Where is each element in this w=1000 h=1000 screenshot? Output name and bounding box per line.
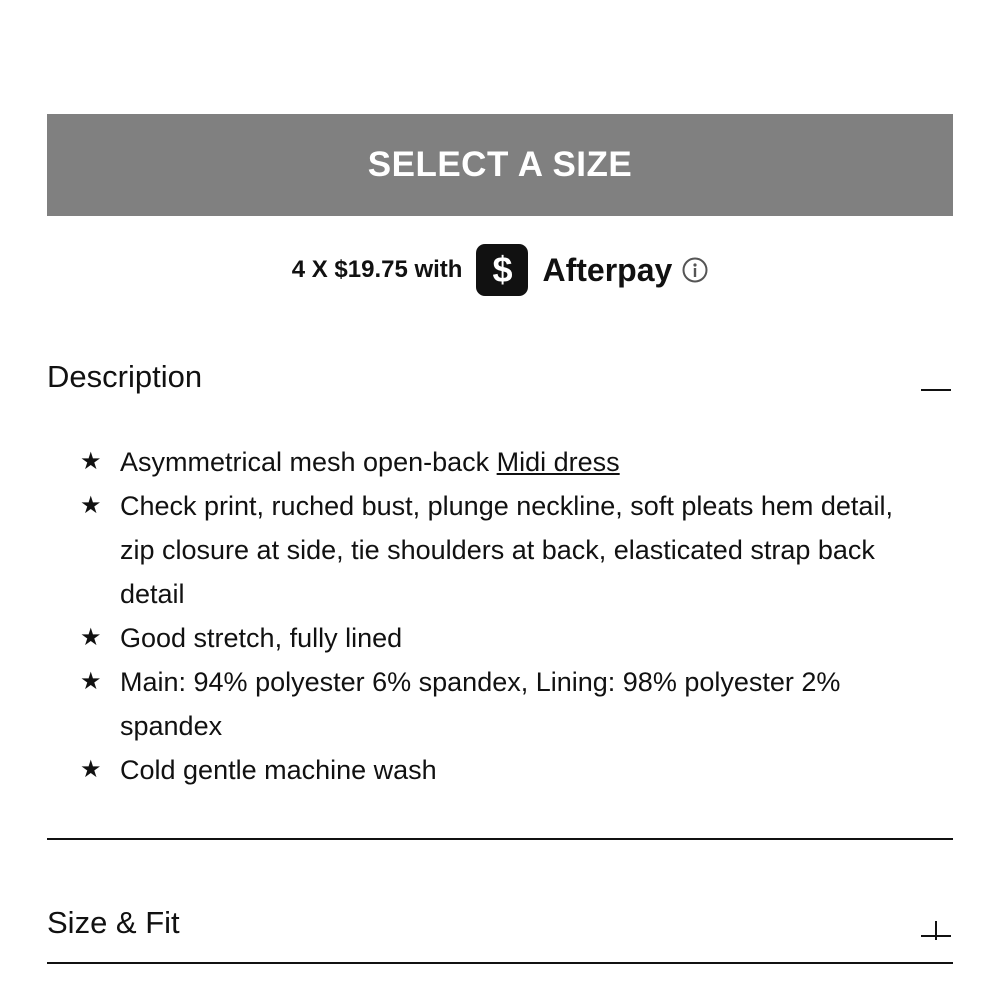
- list-item: [80, 660, 910, 748]
- select-size-button[interactable]: SELECT A SIZE: [47, 114, 953, 216]
- description-bullet-list: [80, 440, 910, 792]
- plus-icon[interactable]: [919, 906, 953, 940]
- minus-icon[interactable]: [919, 360, 953, 394]
- bullet-text: Check print, ruched bust, plunge neckline, soft pleats hem detail, zip closure at side, tie shoulders at back, elasticated strap back detail: [120, 491, 893, 609]
- star-bullet-icon: ★: [80, 668, 102, 695]
- bullet-text: Good stretch, fully lined: [120, 623, 403, 653]
- description-title: Description: [47, 359, 203, 394]
- bullet-text: Asymmetrical mesh open-back: [120, 447, 497, 477]
- bullet-text: Main: 94% polyester 6% spandex, Lining: 98% polyester 2% spandex: [120, 667, 841, 741]
- info-circle-icon[interactable]: [682, 257, 708, 283]
- description-accordion-header[interactable]: [47, 352, 953, 402]
- afterpay-brand: Afterpay: [542, 251, 673, 288]
- star-bullet-icon: ★: [80, 624, 102, 651]
- list-item: [80, 440, 910, 484]
- section-divider: [47, 838, 953, 840]
- midi-dress-link[interactable]: Midi dress: [496, 447, 620, 477]
- list-item: [80, 616, 910, 660]
- list-item: [80, 748, 910, 792]
- size-fit-title: Size & Fit: [47, 905, 180, 940]
- section-divider: [47, 962, 953, 964]
- star-bullet-icon: ★: [80, 756, 102, 783]
- cash-app-dollar-icon: $: [476, 244, 528, 296]
- star-bullet-icon: ★: [80, 492, 102, 519]
- installments-text: 4 X $19.75 with: [291, 256, 463, 283]
- list-item: [80, 484, 910, 616]
- size-fit-accordion-header[interactable]: [47, 898, 953, 948]
- star-bullet-icon: ★: [80, 448, 102, 475]
- afterpay-installments: [0, 242, 1000, 298]
- bullet-text: Cold gentle machine wash: [120, 755, 437, 785]
